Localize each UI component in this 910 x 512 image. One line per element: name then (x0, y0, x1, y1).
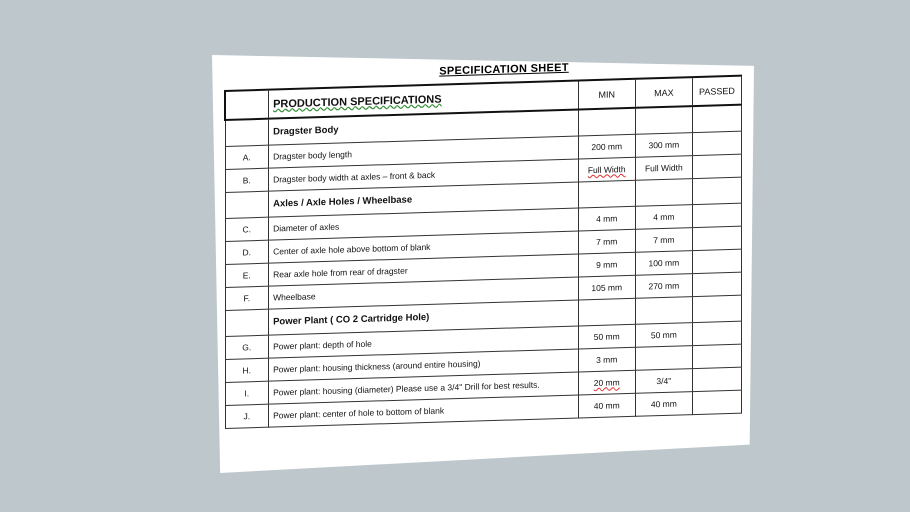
blank-cell (635, 106, 692, 134)
row-passed (692, 226, 741, 250)
row-letter: J. (225, 404, 269, 428)
section-axles: Axles / Axle Holes / Wheelbase (269, 182, 579, 217)
row-max: 100 mm (635, 251, 692, 276)
blank-cell (692, 295, 741, 322)
row-description: Dragster body width at axles – front & back (269, 159, 579, 191)
row-description: Power plant: housing thickness (around entire housing) (269, 349, 579, 381)
row-min: 40 mm (578, 393, 635, 418)
row-letter: I. (225, 381, 269, 405)
row-letter: D. (225, 240, 269, 264)
blank-cell (578, 108, 635, 136)
row-passed (692, 249, 741, 273)
row-passed (692, 321, 741, 345)
row-max: 300 mm (635, 133, 692, 158)
row-letter: C. (225, 217, 269, 241)
row-max: 50 mm (635, 323, 692, 348)
row-description: Power plant: depth of hole (269, 326, 579, 358)
blank-cell (578, 298, 635, 326)
row-description: Wheelbase (269, 277, 579, 309)
row-passed (692, 390, 741, 414)
header-letter-cell (225, 90, 269, 120)
row-passed (692, 203, 741, 227)
row-max: 4 mm (635, 205, 692, 230)
row-description: Center of axle hole above bottom of blank (269, 231, 579, 263)
row-letter: G. (225, 335, 269, 359)
row-min: 4 mm (578, 206, 635, 231)
row-letter: B. (225, 168, 269, 192)
spec-table (224, 75, 742, 429)
row-passed (692, 272, 741, 296)
header-min: MIN (578, 79, 635, 110)
row-description: Rear axle hole from rear of dragster (269, 254, 579, 286)
header-max: MAX (635, 77, 692, 108)
row-passed (692, 344, 741, 368)
row-min: 50 mm (578, 324, 635, 349)
row-max: 7 mm (635, 228, 692, 253)
row-min (578, 157, 635, 182)
blank-cell (635, 297, 692, 325)
blank-cell (692, 177, 741, 204)
document-title: SPECIFICATION SHEET (439, 61, 569, 78)
row-letter: H. (225, 358, 269, 382)
row-max: Full Width (635, 156, 692, 181)
row-description: Diameter of axles (269, 208, 579, 240)
blank-cell (225, 191, 269, 218)
row-description: Dragster body length (269, 136, 579, 168)
header-passed: PASSED (692, 76, 741, 106)
row-min (578, 370, 635, 395)
row-min: 7 mm (578, 229, 635, 254)
row-description: Power plant: housing (diameter) Please use a 3/4" Drill for best results. (269, 372, 579, 404)
row-min-value: 20 mm (593, 377, 620, 389)
blank-cell (225, 119, 269, 147)
blank-cell (635, 179, 692, 207)
row-max: 3/4" (635, 369, 692, 394)
row-passed (692, 154, 741, 178)
row-letter: F. (225, 286, 269, 310)
row-min: 9 mm (578, 252, 635, 277)
row-min: 105 mm (578, 275, 635, 300)
header-production-label: PRODUCTION SPECIFICATIONS (273, 93, 442, 111)
specification-document (224, 51, 744, 429)
blank-cell (692, 105, 741, 133)
section-power-plant: Power Plant ( CO 2 Cartridge Hole) (269, 300, 579, 335)
row-letter: A. (225, 145, 269, 169)
row-max: 270 mm (635, 274, 692, 299)
row-description: Power plant: center of hole to bottom of blank (269, 395, 579, 427)
row-min: 3 mm (578, 347, 635, 372)
row-letter: E. (225, 263, 269, 287)
section-dragster-body: Dragster Body (269, 109, 579, 145)
row-min-value: Full Width (587, 164, 626, 176)
row-passed (692, 131, 741, 155)
row-passed (692, 367, 741, 391)
blank-cell (225, 309, 269, 336)
blank-cell (578, 180, 635, 208)
row-min: 200 mm (578, 134, 635, 159)
row-max (635, 346, 692, 371)
row-max: 40 mm (635, 392, 692, 417)
